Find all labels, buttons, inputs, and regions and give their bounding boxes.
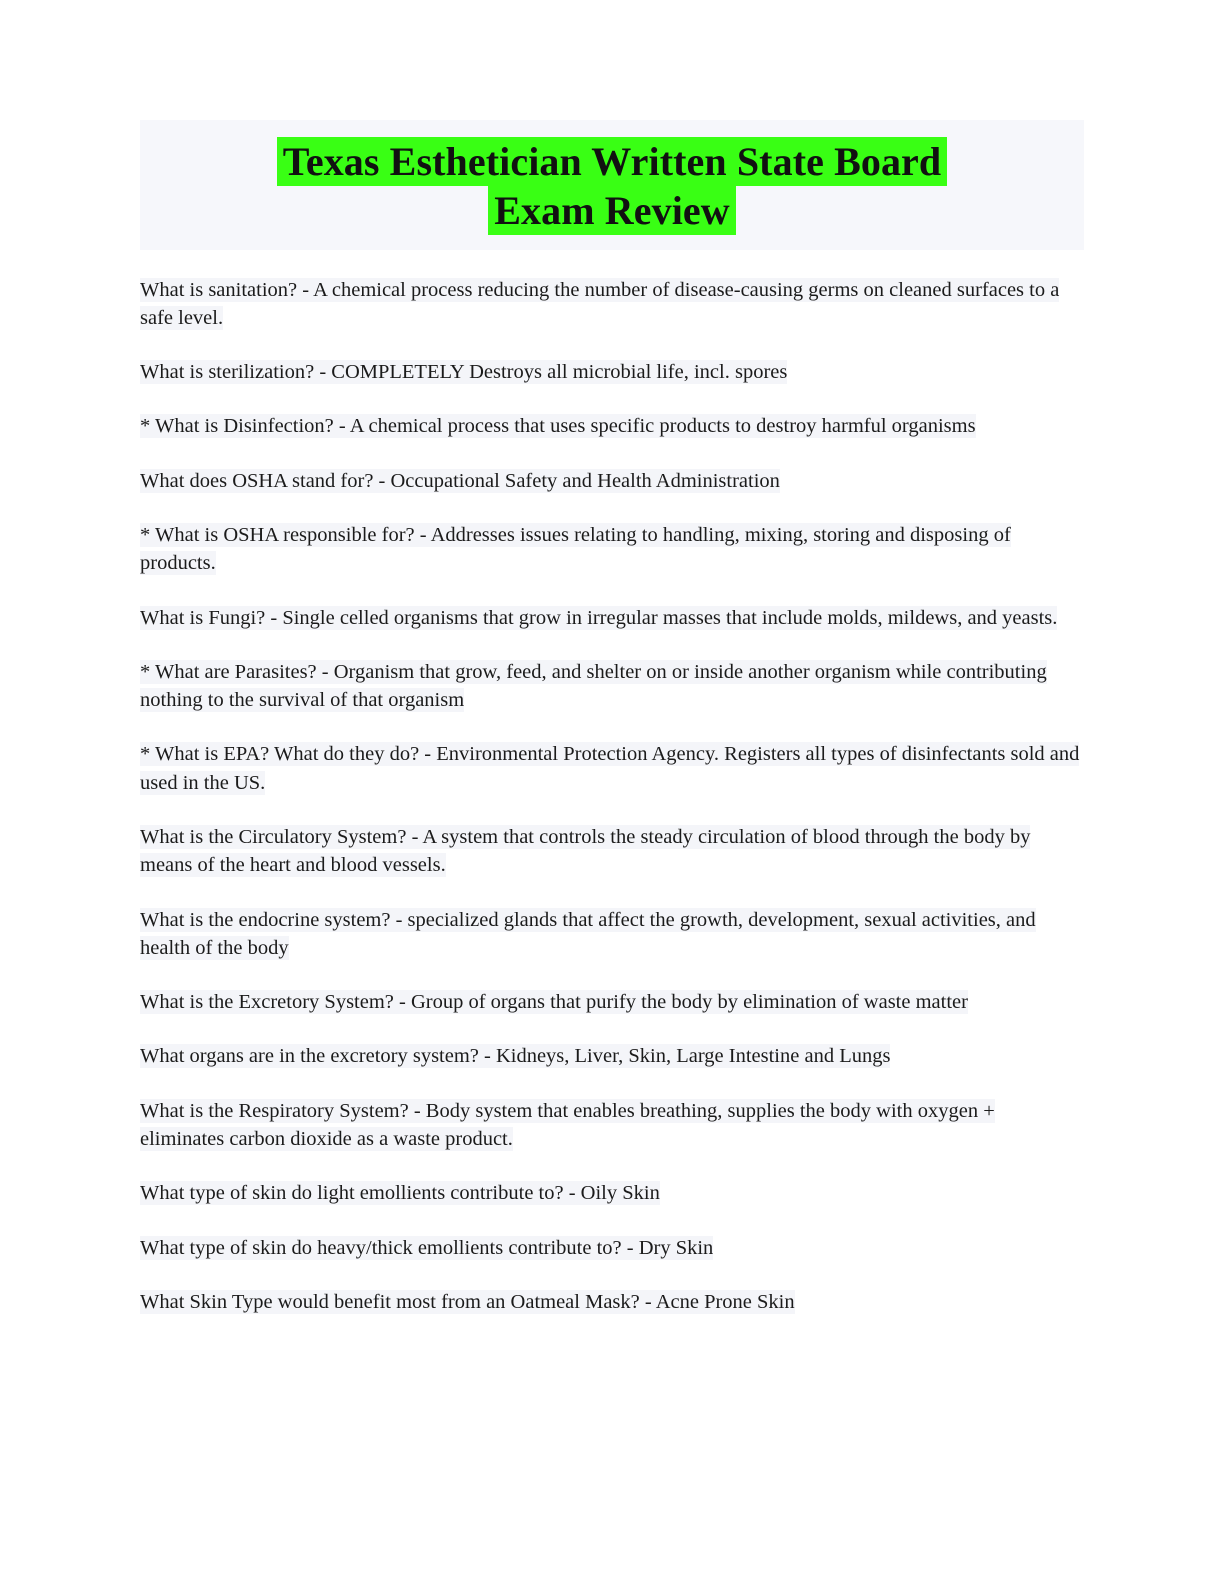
qa-entry-text: * What are Parasites? - Organism that grow, feed, and shelter on or inside another organism while contributing nothing to the survival of that organism — [140, 660, 1047, 712]
document-title — [140, 120, 1084, 250]
title-line-1-text: Texas Esthetician Written State Board — [277, 137, 948, 186]
title-line-1 — [140, 138, 1084, 187]
qa-entry-text: What is the endocrine system? - specialized glands that affect the growth, development, sexual activities, and health of the body — [140, 908, 1036, 959]
title-line-2 — [140, 187, 1084, 236]
qa-entry — [140, 1234, 1084, 1262]
qa-entry-text: What is the Excretory System? - Group of organs that purify the body by elimination of waste matter — [140, 991, 968, 1014]
qa-entry-text: What is sterilization? - COMPLETELY Destroys all microbial life, incl. spores — [140, 361, 788, 384]
qa-entry-text: What is the Respiratory System? - Body system that enables breathing, supplies the body with oxygen + eliminates carbon dioxide as a waste product. — [140, 1099, 995, 1150]
qa-entry-text: * What is Disinfection? - A chemical process that uses specific products to destroy harmful organisms — [140, 415, 976, 438]
qa-entry — [140, 988, 1084, 1016]
qa-entry-text: What type of skin do heavy/thick emollients contribute to? - Dry Skin — [140, 1236, 714, 1259]
qa-entry-text: What is the Circulatory System? - A system that controls the steady circulation of blood through the body by means of the heart and blood vessels. — [140, 825, 1031, 877]
qa-entry — [140, 1097, 1084, 1154]
qa-entry-text: * What is OSHA responsible for? - Addresses issues relating to handling, mixing, storing and disposing of products. — [140, 524, 1011, 575]
qa-entry — [140, 467, 1084, 495]
qa-entry — [140, 740, 1084, 797]
qa-entry-text: What does OSHA stand for? - Occupational Safety and Health Administration — [140, 469, 780, 492]
qa-list — [140, 276, 1084, 1316]
qa-entry — [140, 412, 1084, 440]
qa-entry-text: What Skin Type would benefit most from an Oatmeal Mask? - Acne Prone Skin — [140, 1290, 795, 1313]
qa-entry — [140, 823, 1084, 880]
qa-entry — [140, 658, 1084, 715]
qa-entry — [140, 1288, 1084, 1316]
qa-entry — [140, 604, 1084, 632]
qa-entry-text: What type of skin do light emollients contribute to? - Oily Skin — [140, 1182, 660, 1205]
title-line-2-text: Exam Review — [488, 186, 736, 235]
qa-entry — [140, 358, 1084, 386]
qa-entry — [140, 906, 1084, 963]
qa-entry-text: What is sanitation? - A chemical process reducing the number of disease-causing germs on cleaned surfaces to a safe level. — [140, 278, 1060, 329]
qa-entry — [140, 1179, 1084, 1207]
qa-entry-text: What is Fungi? - Single celled organisms that grow in irregular masses that include molds, mildews, and yeasts. — [140, 606, 1058, 629]
qa-entry — [140, 521, 1084, 578]
qa-entry-text: What organs are in the excretory system? - Kidneys, Liver, Skin, Large Intestine and Lungs — [140, 1045, 891, 1068]
qa-entry — [140, 1042, 1084, 1070]
qa-entry-text: * What is EPA? What do they do? - Environmental Protection Agency. Registers all types of disinfectants sold and used in the US. — [140, 743, 1080, 794]
qa-entry — [140, 276, 1084, 333]
